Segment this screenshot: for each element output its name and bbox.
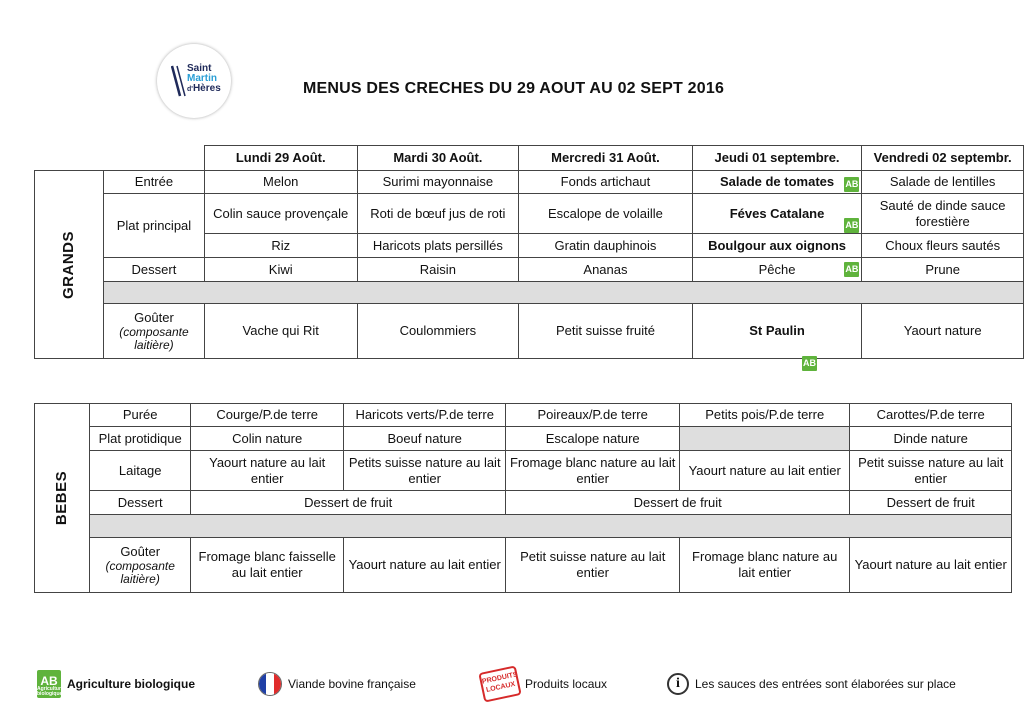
bio-icon: AB: [844, 218, 859, 233]
legend: [0, 670, 1024, 698]
menu-cell: Dinde nature: [850, 427, 1012, 451]
menu-cell: Haricots verts/P.de terre: [344, 404, 506, 427]
row-label-laitage: Laitage: [90, 451, 191, 491]
menu-cell: Poireaux/P.de terre: [506, 404, 680, 427]
menu-cell: Petit suisse fruité: [519, 304, 693, 359]
menu-cell: Courge/P.de terre: [191, 404, 344, 427]
menu-cell: Petit suisse nature au lait entier: [850, 451, 1012, 491]
day-header: Mercredi 31 Août.: [519, 146, 693, 171]
info-icon: i: [667, 673, 689, 695]
menu-cell: Pêche AB: [692, 258, 862, 282]
produits-locaux-stamp-icon: PRODUITS LOCAUX: [478, 665, 521, 702]
menu-cell: Boeuf nature: [344, 427, 506, 451]
bebes-menu-table: [34, 403, 1012, 593]
bio-icon: AB: [802, 356, 817, 371]
menu-cell: Boulgour aux oignons: [692, 234, 862, 258]
row-label-gouter: Goûter (composante laitière): [90, 538, 191, 593]
legend-sauces: i Les sauces des entrées sont élaborées sur place: [667, 670, 956, 698]
bio-icon: AB: [844, 177, 859, 192]
city-logo: [157, 44, 231, 118]
row-label-plat-protidique: Plat protidique: [90, 427, 191, 451]
menu-cell: Fonds artichaut: [519, 171, 693, 194]
menu-cell: Petits pois/P.de terre: [680, 404, 850, 427]
logo-slashes-icon: [171, 64, 187, 98]
menu-cell: Salade de lentilles: [862, 171, 1024, 194]
menu-cell: Dessert de fruit: [191, 491, 506, 515]
menu-cell: Colin nature: [191, 427, 344, 451]
legend-viande: Viande bovine française: [258, 670, 416, 698]
menu-cell: Fromage blanc faisselle au lait entier: [191, 538, 344, 593]
menu-cell: Dessert de fruit: [850, 491, 1012, 515]
menu-cell: Colin sauce provençale: [204, 194, 357, 234]
menu-cell: Sauté de dinde sauce forestière: [862, 194, 1024, 234]
row-label-entree: Entrée: [104, 171, 205, 194]
menu-cell: Roti de bœuf jus de roti: [357, 194, 519, 234]
menu-cell: Yaourt nature au lait entier: [191, 451, 344, 491]
menu-cell: Surimi mayonnaise: [357, 171, 519, 194]
menu-cell: Gratin dauphinois: [519, 234, 693, 258]
menu-cell: Raisin: [357, 258, 519, 282]
menu-cell: Carottes/P.de terre: [850, 404, 1012, 427]
menu-cell: Escalope de volaille: [519, 194, 693, 234]
day-header: Mardi 30 Août.: [357, 146, 519, 171]
bio-logo-icon: AB Agriculture biologique: [37, 670, 61, 698]
menu-cell: Prune: [862, 258, 1024, 282]
row-label-puree: Purée: [90, 404, 191, 427]
separator-row: [90, 515, 1012, 538]
menu-cell: Yaourt nature: [862, 304, 1024, 359]
day-header: Lundi 29 Août.: [204, 146, 357, 171]
menu-cell: Coulommiers: [357, 304, 519, 359]
separator-row: [104, 282, 1024, 304]
day-header: Vendredi 02 septembr.: [862, 146, 1024, 171]
french-flag-icon: [258, 672, 282, 696]
row-label-dessert: Dessert: [104, 258, 205, 282]
logo-text: Saint Martin d'Hères: [187, 63, 221, 94]
menu-cell: Choux fleurs sautés: [862, 234, 1024, 258]
menu-cell: Ananas: [519, 258, 693, 282]
menu-cell: Yaourt nature au lait entier: [680, 451, 850, 491]
row-label-gouter: Goûter (composante laitière): [104, 304, 205, 359]
menu-cell: Féves Catalane AB: [692, 194, 862, 234]
menu-cell: Salade de tomates AB: [692, 171, 862, 194]
menu-cell: Yaourt nature au lait entier: [344, 538, 506, 593]
bebes-section-label: BEBES: [35, 404, 90, 593]
menu-cell: Melon: [204, 171, 357, 194]
menu-cell: Yaourt nature au lait entier: [850, 538, 1012, 593]
grands-section-label: GRANDS: [35, 171, 104, 359]
menu-cell: Petits suisse nature au lait entier: [344, 451, 506, 491]
row-label-dessert: Dessert: [90, 491, 191, 515]
menu-cell: Petit suisse nature au lait entier: [506, 538, 680, 593]
row-label-plat: Plat principal: [104, 194, 205, 258]
grands-menu-table: [34, 145, 1024, 359]
menu-cell: Fromage blanc nature au lait entier: [506, 451, 680, 491]
menu-cell: Haricots plats persillés: [357, 234, 519, 258]
menu-cell: Dessert de fruit: [506, 491, 850, 515]
legend-bio: AB Agriculture biologique Agriculture biologique: [37, 670, 195, 698]
menu-cell: Escalope nature: [506, 427, 680, 451]
menu-cell: Vache qui Rit: [204, 304, 357, 359]
bio-icon: AB: [844, 262, 859, 277]
menu-cell-empty: [680, 427, 850, 451]
menu-cell: Riz: [204, 234, 357, 258]
day-header: Jeudi 01 septembre.: [692, 146, 862, 171]
page-title: MENUS DES CRECHES DU 29 AOUT AU 02 SEPT 2016: [303, 80, 725, 97]
menu-cell: Fromage blanc nature au lait entier: [680, 538, 850, 593]
legend-local: PRODUITS LOCAUX Produits locaux: [481, 670, 607, 698]
menu-cell: Kiwi: [204, 258, 357, 282]
menu-cell: St Paulin: [692, 304, 862, 359]
